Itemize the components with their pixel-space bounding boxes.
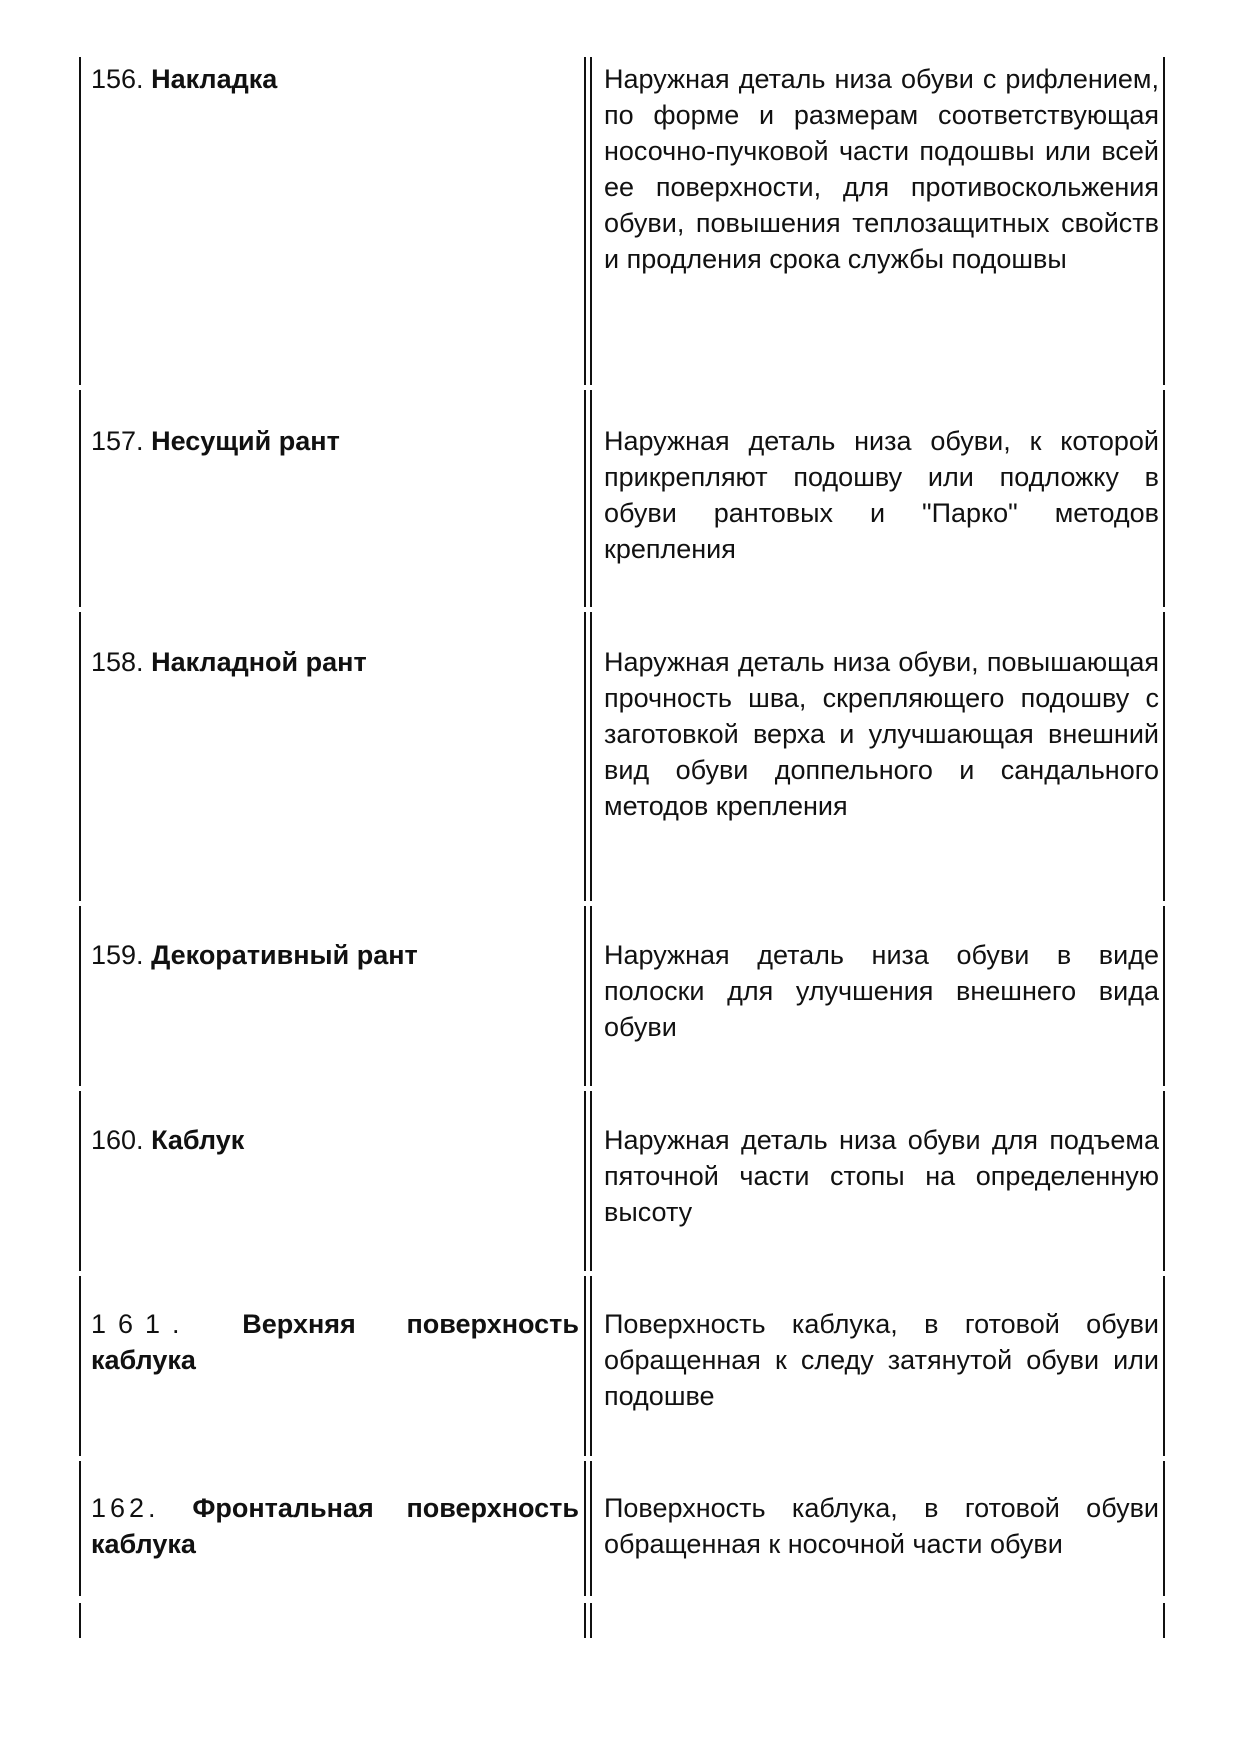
term-name: Каблук [151, 1125, 245, 1155]
rule-right [1163, 1091, 1165, 1271]
term-cell [91, 1490, 579, 1562]
rule-left [79, 1603, 81, 1638]
term-number: 162. [91, 1493, 160, 1523]
rule-left [79, 390, 81, 607]
rule-left [79, 1461, 81, 1596]
rule-middle-a [584, 390, 586, 607]
rule-middle-b [590, 57, 592, 385]
rule-middle-b [590, 612, 592, 901]
definition-cell: Наружная деталь низа обуви для подъема пяточной части стопы на определенную высоту [604, 1125, 1159, 1227]
term-name: Декоративный рант [151, 940, 418, 970]
rule-middle-a [584, 1461, 586, 1596]
rule-middle-a [584, 906, 586, 1086]
rule-left [79, 1091, 81, 1271]
term-number: 158. [91, 647, 144, 677]
rule-right [1163, 57, 1165, 385]
rule-left [79, 612, 81, 901]
rule-middle-b [590, 906, 592, 1086]
rule-right [1163, 1461, 1165, 1596]
rule-left [79, 57, 81, 385]
rule-middle-a [584, 612, 586, 901]
term-cell [91, 937, 579, 973]
rule-middle-a [584, 1603, 586, 1638]
term-number: 156. [91, 64, 144, 94]
definition-cell: Поверхность каблука, в готовой обуви обращенная к следу затянутой обуви или подошве [604, 1309, 1159, 1411]
rule-right [1163, 1603, 1165, 1638]
rule-middle-b [590, 1603, 592, 1638]
term-cell [91, 644, 579, 680]
definition-cell: Поверхность каблука, в готовой обуви обращенная к носочной части обуви [604, 1493, 1159, 1559]
rule-middle-b [590, 1091, 592, 1271]
term-name: Фронтальная поверхность каблука [91, 1493, 579, 1559]
rule-middle-b [590, 1461, 592, 1596]
rule-left [79, 906, 81, 1086]
rule-middle-a [584, 1276, 586, 1456]
term-number: 161. [91, 1309, 192, 1339]
rule-middle-b [590, 1276, 592, 1456]
rule-right [1163, 906, 1165, 1086]
term-name: Несущий рант [151, 426, 340, 456]
term-number: 160. [91, 1125, 144, 1155]
term-number: 159. [91, 940, 144, 970]
term-cell [91, 61, 579, 97]
definition-cell: Наружная деталь низа обуви в виде полоски для улучшения внешнего вида обуви [604, 940, 1159, 1042]
rule-middle-a [584, 1091, 586, 1271]
rule-middle-b [590, 390, 592, 607]
term-cell [91, 423, 579, 459]
definition-cell: Наружная деталь низа обуви, повышающая прочность шва, скрепляющего подошву с заготовкой верха и улучшающая внешний вид обуви доппельного и сандального методов крепления [604, 647, 1159, 821]
term-name: Верхняя поверхность каблука [91, 1309, 579, 1375]
rule-right [1163, 1276, 1165, 1456]
rule-middle-a [584, 57, 586, 385]
rule-right [1163, 390, 1165, 607]
term-cell [91, 1122, 579, 1158]
term-name: Накладной рант [151, 647, 367, 677]
term-name: Накладка [151, 64, 278, 94]
rule-right [1163, 612, 1165, 901]
term-cell [91, 1306, 579, 1378]
term-number: 157. [91, 426, 144, 456]
definition-cell: Наружная деталь низа обуви, к которой прикрепляют подошву или подложку в обуви рантовых и "Парко" методов крепления [604, 426, 1159, 564]
rule-left [79, 1276, 81, 1456]
definition-cell: Наружная деталь низа обуви с рифлением, по форме и размерам соответствующая носочно-пучковой части подошвы или всей ее поверхности, для противоскольжения обуви, повышения теплозащитных свойств и продления срока службы подошвы [604, 64, 1159, 274]
